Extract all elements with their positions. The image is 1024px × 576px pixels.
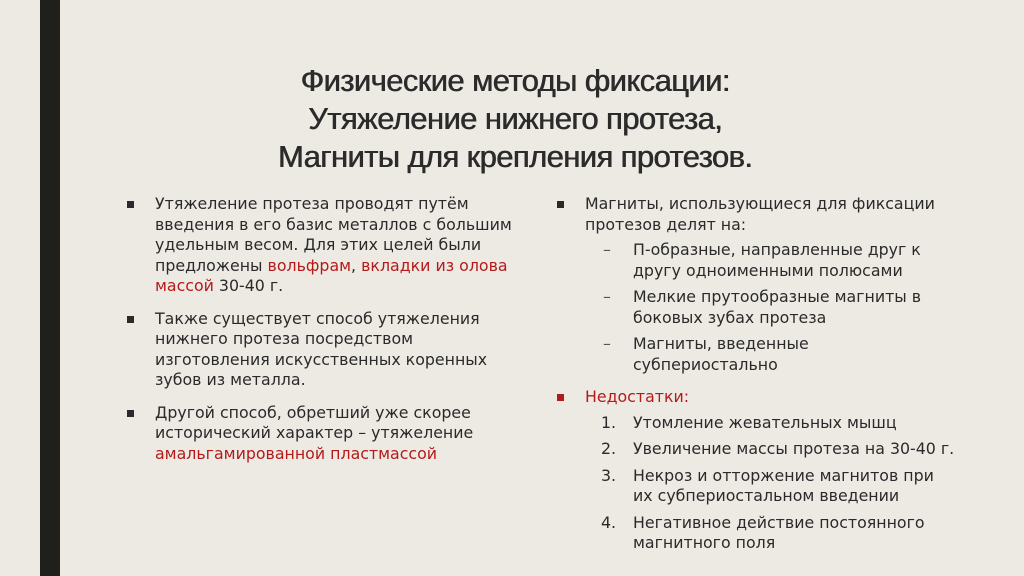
drawbacks-heading: Недостатки: (585, 387, 690, 406)
square-bullet-icon (127, 410, 134, 417)
sub-list-item: – Магниты, введенные субпериостально (603, 334, 809, 374)
square-bullet-icon (557, 201, 564, 208)
drawbacks-list (585, 413, 957, 554)
list-item (127, 309, 522, 391)
dash-bullet-icon: – (603, 240, 611, 259)
square-bullet-icon (127, 316, 134, 323)
highlight-text: вольфрам (267, 255, 352, 275)
list-item (127, 403, 522, 465)
item-text: Утяжеление протеза проводят путём введения в его базис металлов с большим удельным весом. Для этих целей были предложены вольфрам, вкладки из олова массой 30-40 г. (155, 194, 512, 295)
slide-title (150, 62, 880, 176)
list-item (127, 194, 522, 297)
title-line-1: Физические методы фиксации: (300, 63, 730, 98)
list-item (557, 194, 957, 375)
list-item (557, 387, 957, 554)
dash-bullet-icon: – (603, 334, 611, 353)
square-bullet-icon (557, 394, 564, 401)
decorative-left-bar (40, 0, 60, 576)
numbered-item: 1. Утомление жевательных мышц (601, 412, 897, 432)
title-line-3: Магниты для крепления протезов. (277, 139, 753, 174)
sub-list-item: – П-образные, направленные друг к другу одноименными полюсами (603, 240, 921, 280)
numbered-item: 3. Некроз и отторжение магнитов при их субпериостальном введении (601, 465, 934, 505)
magnet-types-list (585, 240, 957, 375)
item-text: Также существует способ утяжеления нижнего протеза посредством изготовления искусственных коренных зубов из металла. (155, 308, 488, 389)
highlight-text: вкладки из олова массой (155, 255, 508, 295)
left-column (127, 194, 522, 476)
right-column (557, 194, 957, 566)
item-text: Магниты, использующиеся для фиксации протезов делят на: (585, 194, 935, 234)
dash-bullet-icon: – (603, 287, 611, 306)
item-text: Другой способ, обретший уже скорее исторический характер – утяжеление амальгамированной пластмассой (155, 402, 474, 463)
sub-list-item: – Мелкие прутообразные магниты в боковых зубах протеза (603, 287, 922, 327)
highlight-text: амальгамированной пластмассой (155, 443, 438, 463)
numbered-item: 4. Негативное действие постоянного магнитного поля (601, 512, 925, 552)
numbered-item: 2. Увеличение массы протеза на 30-40 г. (601, 439, 955, 458)
square-bullet-icon (127, 201, 134, 208)
title-line-2: Утяжеление нижнего протеза, (307, 101, 723, 136)
